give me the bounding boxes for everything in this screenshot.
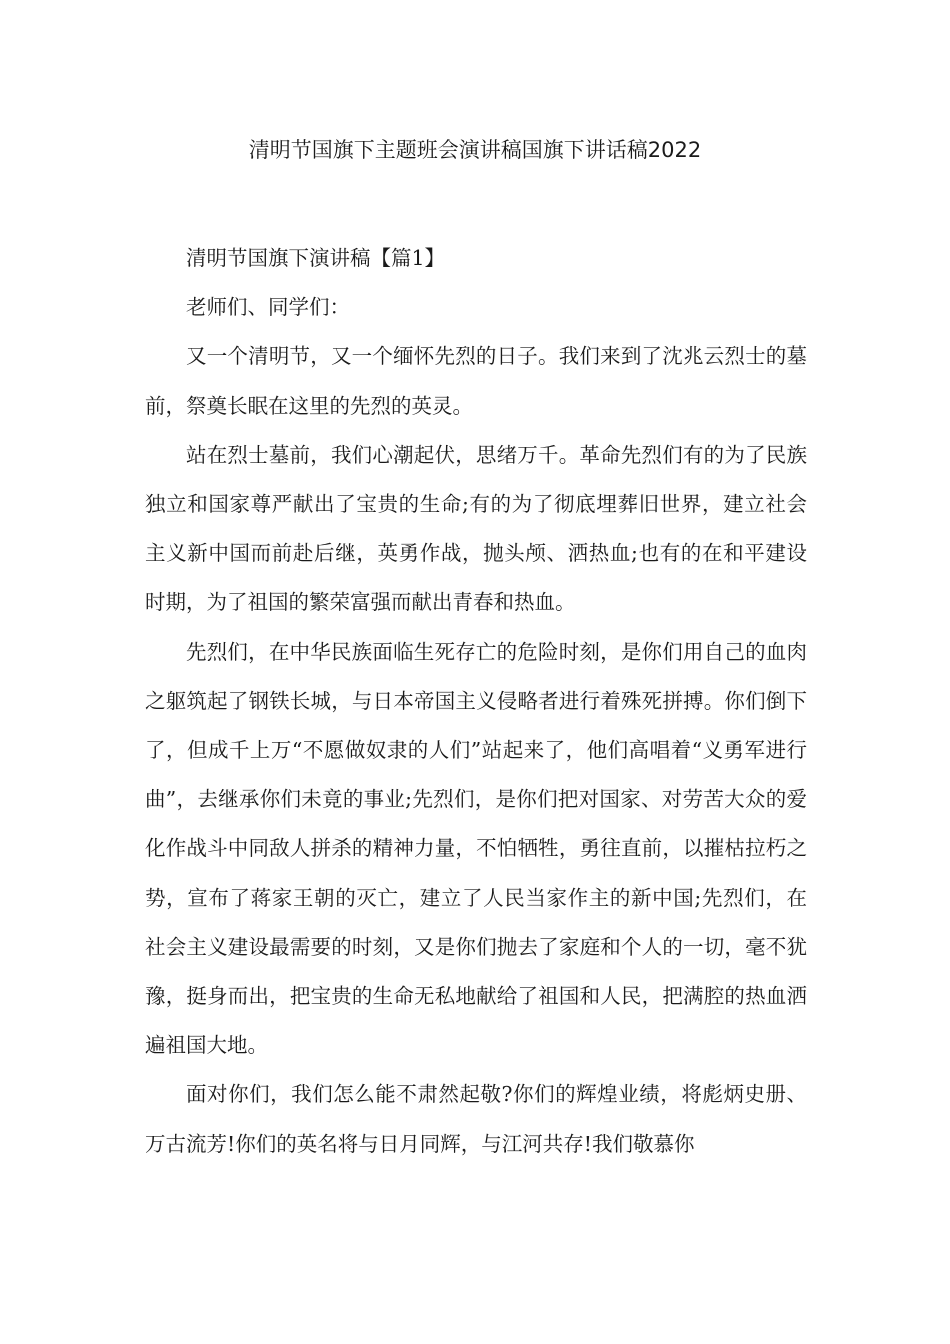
salutation: 老师们、同学们： — [186, 295, 350, 320]
paragraph: 站在烈士墓前，我们心潮起伏，思绪万千。革命先烈们有的为了民族独立和国家尊严献出了宝贵的生命;有的为了彻底埋葬旧世界，建立社会主义新中国而前赴后继，英勇作战，抛头颅、洒热血;也有的在和平建设时期，为了祖国的繁荣富强而献出青春和热血。 — [145, 442, 807, 615]
paragraph: 又一个清明节，又一个缅怀先烈的日子。我们来到了沈兆云烈士的墓前，祭奠长眠在这里的先烈的英灵。 — [145, 344, 807, 418]
paragraph: 面对你们，我们怎么能不肃然起敬?你们的辉煌业绩，将彪炳史册、万古流芳!你们的英名将与日月同辉，与江河共存!我们敬慕你 — [145, 1082, 807, 1156]
document-title: 清明节国旗下主题班会演讲稿国旗下讲话稿2022 — [248, 138, 702, 162]
section-heading: 清明节国旗下演讲稿【篇1】 — [186, 246, 446, 270]
document-body — [145, 234, 807, 1169]
paragraph: 先烈们，在中华民族面临生死存亡的危险时刻，是你们用自己的血肉之躯筑起了钢铁长城，与日本帝国主义侵略者进行着殊死拼搏。你们倒下了，但成千上万“不愿做奴隶的人们”站起来了，他们高唱着“义勇军进行曲”，去继承你们未竟的事业;先烈们，是你们把对国家、对劳苦大众的爱化作战斗中同敌人拼杀的精神力量，不怕牺牲，勇往直前，以摧枯拉朽之势，宣布了蒋家王朝的灭亡，建立了人民当家作主的新中国;先烈们，在社会主义建设最需要的时刻，又是你们抛去了家庭和个人的一切，毫不犹豫，挺身而出，把宝贵的生命无私地献给了祖国和人民，把满腔的热血洒遍祖国大地。 — [145, 639, 807, 1058]
